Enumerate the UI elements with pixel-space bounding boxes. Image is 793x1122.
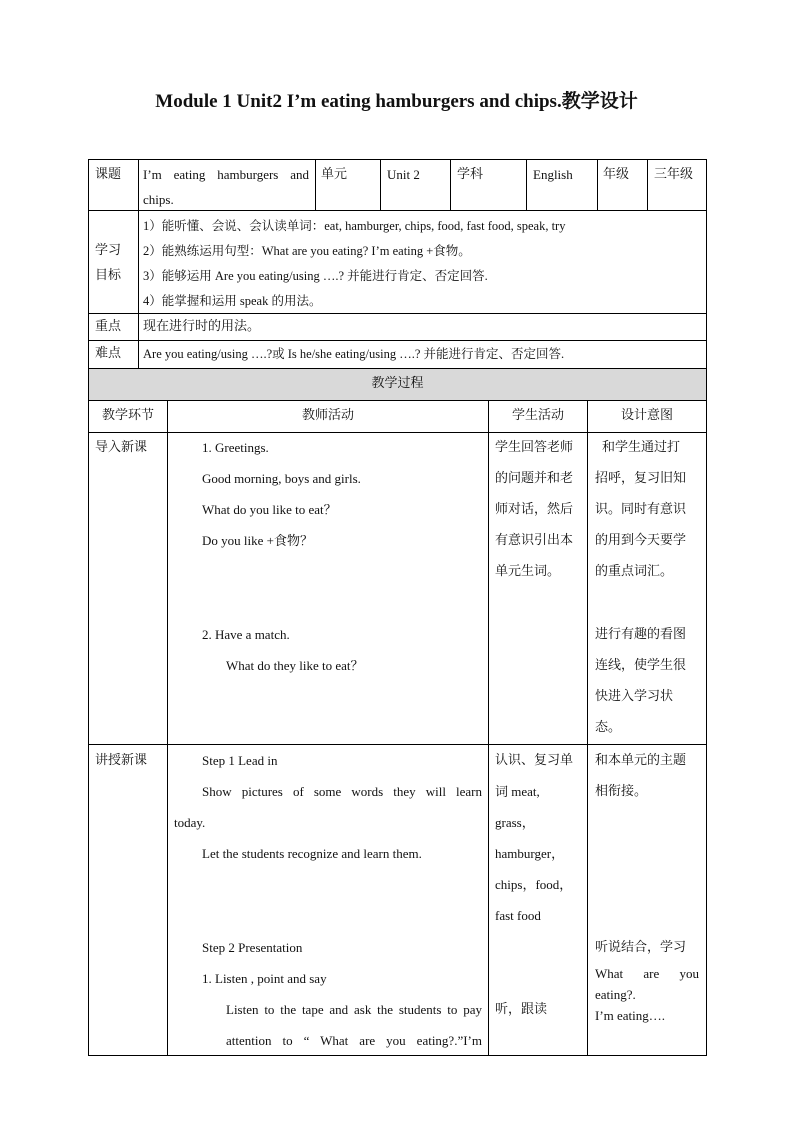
student-line: 单元生词。: [495, 564, 561, 579]
page-title: Module 1 Unit2 I’m eating hamburgers and chips.教学设计: [155, 91, 638, 112]
intent-line: I’m eating….: [595, 1008, 666, 1023]
teacher-line: Good morning, boys and girls.: [202, 471, 361, 486]
col-header-student: 学生活动: [511, 408, 564, 423]
process-title: 教学过程: [371, 376, 424, 391]
intent-line: What are you: [595, 966, 699, 981]
student-line: fast food: [495, 908, 541, 923]
stage-label: 导入新课: [95, 440, 148, 455]
col-divider: [138, 159, 139, 368]
student-line: 词 meat,: [495, 784, 540, 799]
intent-line: 和本单元的主题: [595, 753, 687, 768]
intent-line: 态。: [595, 720, 622, 735]
row-divider: [88, 400, 707, 401]
student-line: 的问题并和老: [495, 471, 574, 486]
stage-label: 讲授新课: [95, 753, 148, 768]
teacher-line: 1. Greetings.: [202, 440, 269, 455]
intent-line: 的用到今天要学: [595, 533, 687, 548]
student-line: 学生回答老师: [495, 440, 574, 455]
goal-item: 1）能听懂、会说、会认读单词：eat, hamburger, chips, food, fast food, speak, try: [143, 219, 566, 233]
teacher-line: Show pictures of some words they will learn: [202, 784, 482, 799]
intent-line: 快进入学习状: [595, 689, 674, 704]
subject-label: 学科: [457, 167, 484, 182]
teacher-line: Step 1 Lead in: [202, 753, 278, 768]
intent-line: 听说结合，学习: [595, 940, 687, 955]
intent-line: 和学生通过打: [602, 440, 681, 455]
col-divider: [587, 400, 588, 1055]
col-header-intent: 设计意图: [620, 408, 673, 423]
grade-label: 年级: [603, 167, 630, 182]
student-line: grass，: [495, 815, 535, 830]
goal-item: 2）能熟练运用句型：What are you eating? I’m eating +食物。: [143, 244, 471, 258]
col-divider: [597, 159, 598, 210]
teacher-line: today.: [174, 815, 206, 830]
col-divider: [167, 400, 168, 1055]
topic-label: 课题: [95, 167, 122, 182]
teacher-line: 1. Listen , point and say: [202, 971, 327, 986]
goals-label: 学习: [95, 243, 122, 258]
col-divider: [315, 159, 316, 210]
teacher-line: Let the students recognize and learn them.: [202, 846, 422, 861]
col-header-teacher: 教师活动: [301, 408, 354, 423]
col-divider: [380, 159, 381, 210]
col-divider: [526, 159, 527, 210]
col-divider: [488, 400, 489, 1055]
subject-value: English: [533, 167, 573, 182]
student-line: 有意识引出本: [495, 533, 574, 548]
table-border-left: [88, 159, 89, 1055]
teacher-line: Listen to the tape and ask the students to pay: [226, 1002, 482, 1017]
goal-item: 3）能够运用 Are you eating/using ….? 并能进行肯定、否定回答.: [143, 269, 488, 283]
intent-line: 的重点词汇。: [595, 564, 674, 579]
student-line: hamburger，: [495, 846, 565, 861]
student-line: chips，food，: [495, 877, 573, 892]
student-line: 听，跟读: [495, 1002, 548, 1017]
teacher-line: attention to “ What are you eating?.”I’m: [226, 1033, 482, 1048]
key-value: 现在进行时的用法。: [143, 319, 261, 334]
teacher-line: 2. Have a match.: [202, 627, 290, 642]
teacher-line: What do you like to eat？: [202, 502, 337, 517]
intent-line: 进行有趣的看图: [595, 627, 687, 642]
row-divider: [88, 368, 707, 369]
unit-value: Unit 2: [387, 167, 420, 182]
key-label: 重点: [95, 319, 122, 334]
col-header-stage: 教学环节: [101, 408, 154, 423]
table-border-top: [88, 159, 707, 160]
row-divider: [88, 210, 707, 211]
teacher-line: Do you like +食物？: [202, 533, 313, 548]
intent-line: 识。同时有意识: [595, 502, 687, 517]
intent-line: eating?.: [595, 987, 636, 1002]
student-line: 师对话，然后: [495, 502, 574, 517]
topic-value-line1: I’m eating hamburgers and: [143, 167, 309, 182]
goal-item: 4）能掌握和运用 speak 的用法。: [143, 294, 322, 308]
col-divider: [647, 159, 648, 210]
row-divider: [88, 313, 707, 314]
intent-line: 连线，使学生很: [595, 658, 687, 673]
table-border-right: [706, 159, 707, 1055]
grade-value: 三年级: [654, 167, 694, 182]
teacher-line: Step 2 Presentation: [202, 940, 303, 955]
goals-label: 目标: [95, 268, 122, 283]
intent-line: 相衔接。: [595, 784, 648, 799]
difficulty-value: Are you eating/using ….?或 Is he/she eating/using ….? 并能进行肯定、否定回答.: [143, 347, 565, 361]
row-divider: [88, 340, 707, 341]
student-line: 认识、复习单: [495, 753, 574, 768]
difficulty-label: 难点: [95, 346, 122, 361]
topic-value-line2: chips.: [143, 192, 174, 207]
teacher-line: What do they like to eat？: [226, 658, 364, 673]
unit-label: 单元: [321, 167, 348, 182]
col-divider: [450, 159, 451, 210]
intent-line: 招呼，复习旧知: [595, 471, 687, 486]
